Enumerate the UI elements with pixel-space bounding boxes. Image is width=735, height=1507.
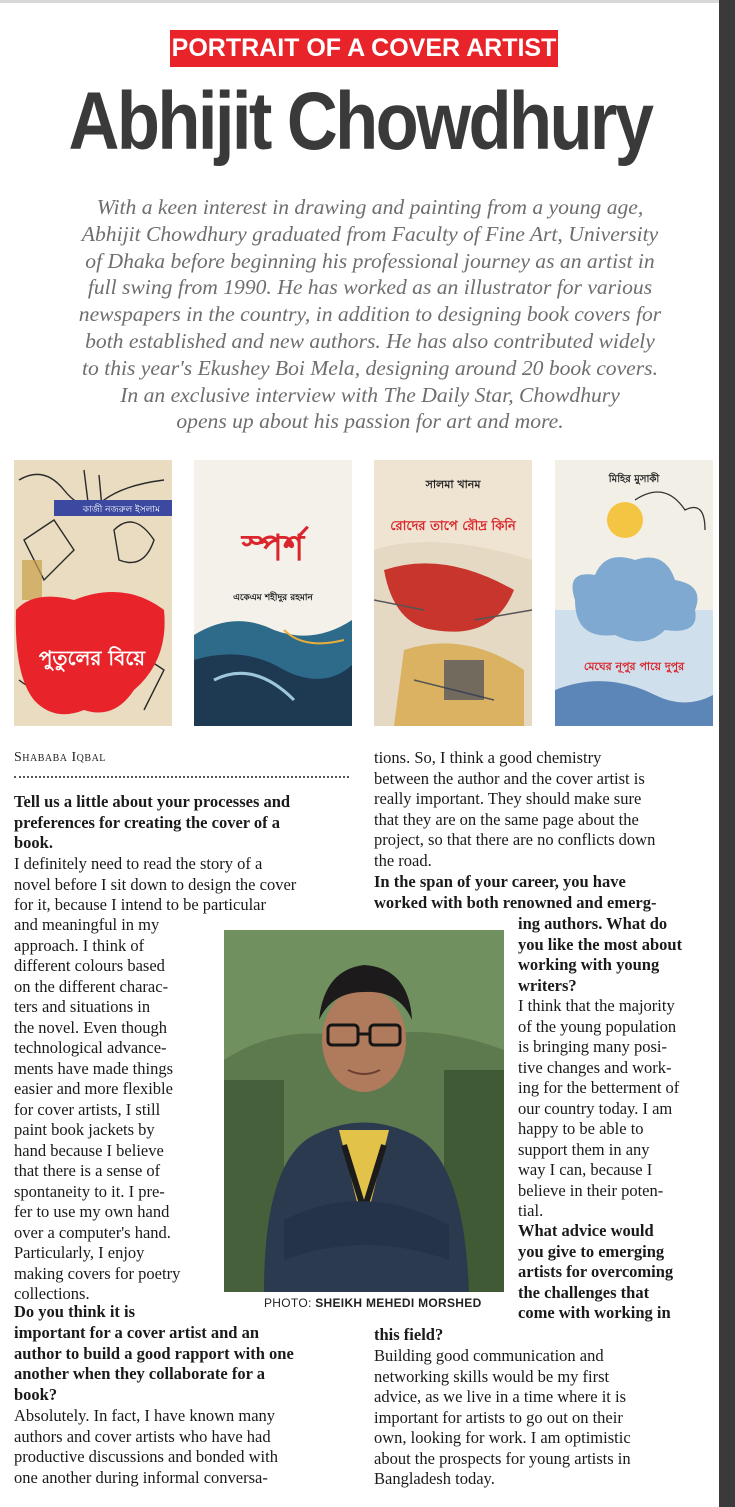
intro-line: of Dhaka before beginning his professional journey as an artist in [85, 248, 655, 273]
text-line: spontaneity to it. I pre- [14, 1181, 165, 1201]
text-line: Bangladesh today. [374, 1469, 495, 1488]
question-advice-end [374, 1325, 719, 1346]
cover-title: মেঘের নূপুর পায়ে দুপুর [583, 660, 685, 673]
photo-credit [264, 1296, 482, 1310]
book-cover-roder-tape [374, 460, 532, 726]
byline-divider [14, 776, 349, 778]
text-line: advice, as we live in a time where it is [374, 1387, 626, 1406]
text-line: preferences for creating the cover of a [14, 812, 281, 832]
text-line: ters and situations in [14, 997, 151, 1016]
answer-young-writers [518, 996, 720, 1222]
answer-advice [374, 1346, 719, 1490]
answer-rapport-continued [374, 748, 719, 871]
question-rapport-start [14, 1302, 222, 1323]
text-line: really important. They should make sure [374, 789, 642, 808]
text-line: this field? [374, 1325, 444, 1344]
question-young-writers [374, 872, 719, 913]
text-line: important for a cover artist and an [14, 1323, 260, 1342]
section-kicker: PORTRAIT OF A COVER ARTIST [170, 30, 558, 67]
book-cover-sparsho [194, 460, 352, 726]
text-line: is bringing many posi- [518, 1037, 667, 1056]
intro-line: Abhijit Chowdhury graduated from Faculty of Fine Art, University [81, 221, 659, 246]
book-cover-putuler-biye [14, 460, 172, 726]
cover-title: পুতুলের বিয়ে [38, 646, 146, 670]
text-line: easier and more flexible [14, 1079, 173, 1098]
text-line: about the prospects for young artists in [374, 1448, 631, 1468]
answer-process-intro [14, 854, 354, 916]
question-young-writers-wrapped [518, 914, 720, 996]
cover-author: মিহির মুসাকী [608, 474, 660, 485]
text-line: collections. [14, 1284, 90, 1303]
text-line: on the different charac- [14, 976, 169, 996]
text-line: the novel. Even though [14, 1017, 168, 1037]
text-line: between the author and the cover artist is [374, 768, 645, 788]
text-line: the challenges that [518, 1282, 650, 1302]
text-line: worked with both renowned and emerg- [374, 892, 657, 912]
text-line: tial. [518, 1201, 544, 1220]
text-line: and meaningful in my [14, 915, 160, 934]
text-line: Building good communication and [374, 1346, 604, 1365]
text-line: our country today. I am [518, 1098, 673, 1118]
text-line: another when they collaborate for a [14, 1364, 265, 1383]
text-line: you like the most about [518, 934, 683, 954]
intro-line: both established and new authors. He has also contributed widely [85, 328, 655, 353]
text-line: In the span of your career, you have [374, 872, 626, 891]
photo-credit-label: PHOTO: [264, 1296, 312, 1310]
intro-paragraph [18, 194, 722, 435]
text-line: ing for the betterment of [518, 1078, 680, 1097]
text-line: novel before I sit down to design the cover [14, 874, 297, 894]
intro-line: newspapers in the country, in addition to designing book covers for [78, 302, 662, 327]
question-advice [518, 1221, 720, 1324]
text-line: for cover artists, I still [14, 1099, 161, 1119]
text-line: that they are on the same page about the [374, 809, 639, 829]
text-line: artists for overcoming [518, 1262, 674, 1281]
text-line: support them in any [518, 1139, 650, 1159]
page-title: Abhijit Chowdhury [68, 76, 652, 167]
text-line: authors and cover artists who have had [14, 1426, 271, 1446]
text-line: paint book jackets by [14, 1120, 155, 1139]
text-line: that there is a sense of [14, 1161, 161, 1180]
text-line: believe in their poten- [518, 1180, 664, 1200]
text-line: book. [14, 833, 53, 852]
text-line: networking skills would be my first [374, 1366, 610, 1386]
text-line: of the young population [518, 1016, 677, 1036]
text-line: approach. I think of [14, 935, 145, 955]
intro-line: With a keen interest in drawing and painting from a young age, [96, 195, 644, 219]
text-line: you give to emerging [518, 1241, 665, 1261]
cover-author: কাজী নজরুল ইসলাম [82, 505, 160, 515]
text-line: own, looking for work. I am optimistic [374, 1428, 631, 1447]
intro-line: to this year's Ekushey Boi Mela, designing around 20 book covers. [82, 355, 658, 380]
intro-line: opens up about his passion for art and more. [176, 409, 564, 434]
top-rule [0, 0, 720, 3]
artist-portrait-photo [224, 930, 504, 1292]
text-line: making covers for poetry [14, 1263, 181, 1283]
text-line: I definitely need to read the story of a [14, 854, 263, 873]
question-rapport [14, 1323, 359, 1405]
text-line: happy to be able to [518, 1119, 644, 1138]
text-line: What advice would [518, 1221, 654, 1240]
text-line: fer to use my own hand [14, 1202, 170, 1221]
cover-author: একেএম শহীদুর রহমান [233, 593, 313, 603]
question-process [14, 792, 354, 854]
cover-author: সালমা খানম [425, 478, 481, 491]
text-line: Do you think it is [14, 1302, 136, 1321]
photo-credit-name: SHEIKH MEHEDI MORSHED [315, 1296, 482, 1310]
text-line: over a computer's hand. [14, 1222, 171, 1242]
text-line: Tell us a little about your processes and [14, 792, 291, 811]
text-line: ing authors. What do [518, 914, 668, 933]
intro-line: In an exclusive interview with The Daily Star, Chowdhury [120, 382, 620, 407]
text-line: I think that the majority [518, 996, 675, 1015]
text-line: Absolutely. In fact, I have known many [14, 1406, 276, 1425]
text-line: author to build a good rapport with one [14, 1343, 294, 1363]
text-line: ments have made things [14, 1058, 174, 1078]
cover-title: রোদের তাপে রৌদ্র কিনি [390, 519, 516, 534]
text-line: different colours based [14, 956, 165, 975]
book-cover-megher-nupur [555, 460, 713, 726]
cover-title: স্পর্শ [241, 528, 305, 569]
text-line: one another during informal conversa- [14, 1467, 268, 1487]
text-line: book? [14, 1384, 58, 1404]
text-line: Particularly, I enjoy [14, 1243, 145, 1262]
text-line: hand because I believe [14, 1140, 164, 1160]
text-line: productive discussions and bonded with [14, 1447, 278, 1466]
text-line: tions. So, I think a good chemistry [374, 748, 602, 767]
text-line: way I can, because I [518, 1160, 653, 1179]
text-line: working with young [518, 955, 660, 974]
text-line: important for artists to go out on their [374, 1407, 623, 1427]
text-line: for it, because I intend to be particular [14, 895, 266, 914]
byline: Shababa Iqbal [14, 750, 106, 765]
text-line: tive changes and work- [518, 1057, 672, 1077]
text-line: technological advance- [14, 1038, 167, 1057]
text-line: writers? [518, 975, 577, 995]
answer-process-wrapped [14, 915, 222, 1305]
text-line: come with working in [518, 1303, 671, 1322]
answer-rapport [14, 1406, 359, 1488]
text-line: the road. [374, 850, 432, 870]
text-line: project, so that there are no conflicts down [374, 830, 656, 849]
intro-line: full swing from 1990. He has worked as an illustrator for various [87, 275, 653, 300]
